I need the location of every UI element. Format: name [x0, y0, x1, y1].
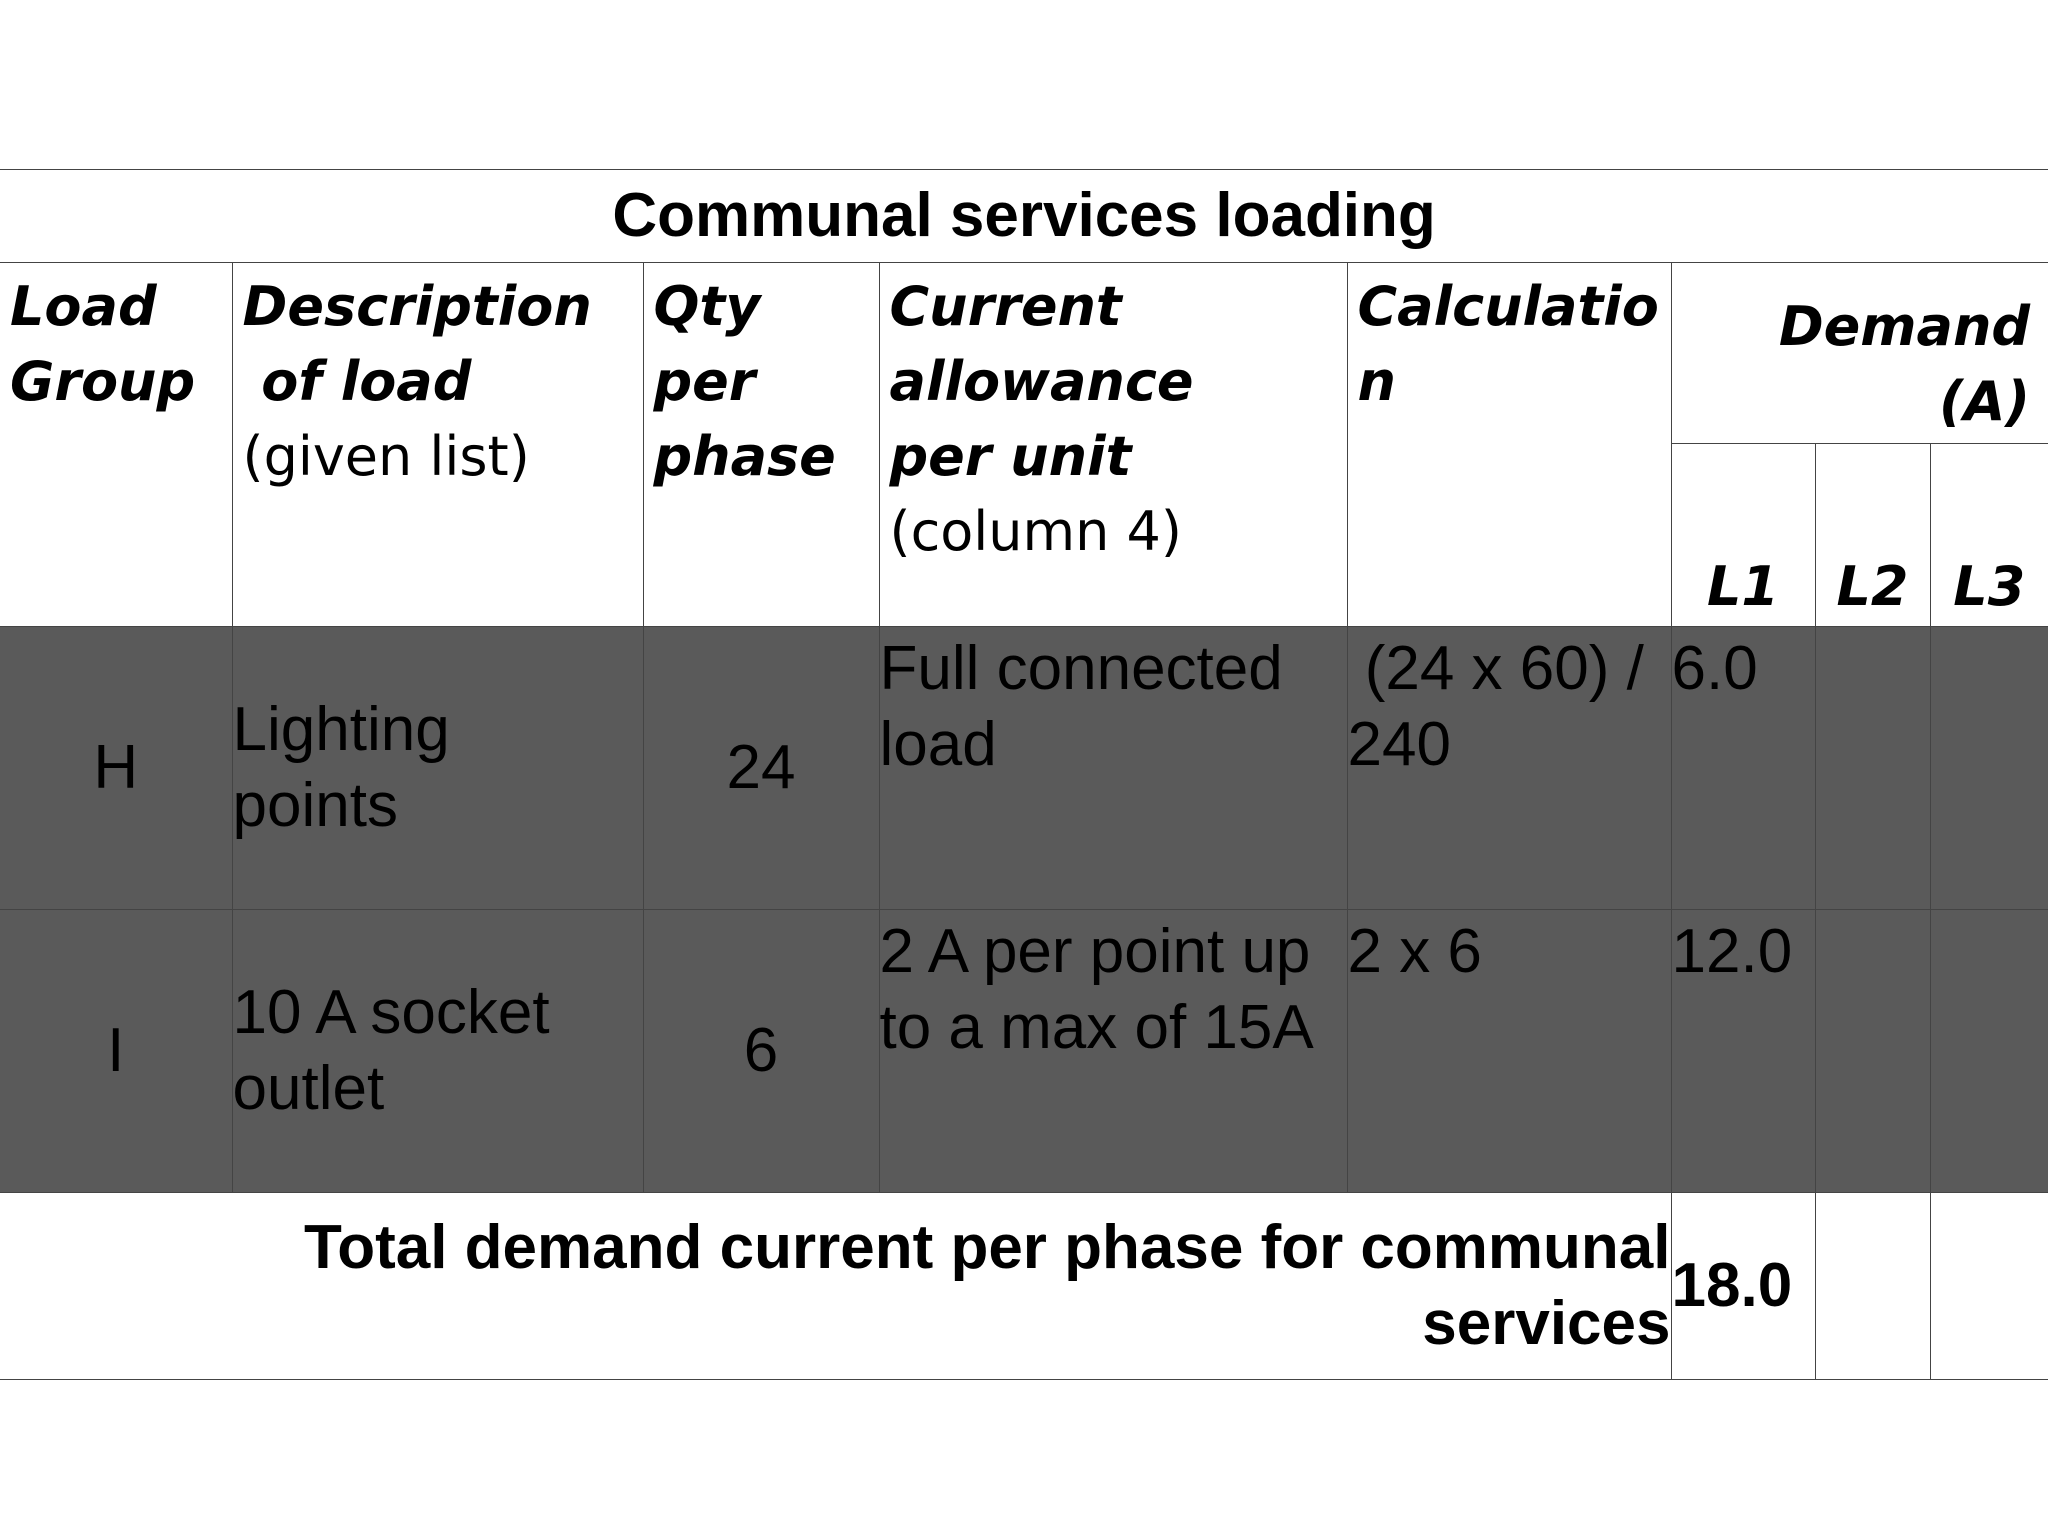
communal-services-table: [0, 169, 2048, 1380]
load-group-cell: H: [0, 627, 232, 910]
l2-cell: [1815, 627, 1930, 910]
total-l1-cell: 18.0: [1671, 1193, 1815, 1380]
description-cell: Lighting points: [232, 627, 643, 910]
description-cell: 10 A socket outlet: [232, 910, 643, 1193]
header-description: Description of load (given list): [232, 263, 643, 627]
qty-cell: 24: [643, 627, 879, 910]
header-phase-l2: L2: [1815, 444, 1930, 627]
header-load-group: Load Group: [0, 263, 232, 627]
title-row: [0, 170, 2048, 263]
header-calculation: Calculatio n: [1347, 263, 1671, 627]
l2-cell: [1815, 910, 1930, 1193]
table-row: [0, 627, 2048, 910]
header-current-allowance: Current allowance per unit (column 4): [879, 263, 1347, 627]
l3-cell: [1930, 627, 2048, 910]
table-row: [0, 910, 2048, 1193]
total-l2-cell: [1815, 1193, 1930, 1380]
total-label: Total demand current per phase for communal services: [0, 1193, 1671, 1380]
allowance-cell: Full connected load: [879, 627, 1347, 910]
header-row: [0, 263, 2048, 444]
header-phase-l3: L3: [1930, 444, 2048, 627]
l1-cell: 6.0: [1671, 627, 1815, 910]
total-row: [0, 1193, 2048, 1380]
header-description-note: (given list): [242, 425, 530, 488]
qty-cell: 6: [643, 910, 879, 1193]
calculation-cell: 2 x 6: [1347, 910, 1671, 1193]
table-title: Communal services loading: [0, 170, 2048, 263]
header-current-note: (column 4): [889, 500, 1182, 563]
calculation-cell: (24 x 60) / 240: [1347, 627, 1671, 910]
l3-cell: [1930, 910, 2048, 1193]
header-demand: Demand (A): [1671, 263, 2048, 444]
header-qty: Qty per phase: [643, 263, 879, 627]
allowance-cell: 2 A per point up to a max of 15A: [879, 910, 1347, 1193]
l1-cell: 12.0: [1671, 910, 1815, 1193]
load-group-cell: I: [0, 910, 232, 1193]
total-l3-cell: [1930, 1193, 2048, 1380]
header-phase-l1: L1: [1671, 444, 1815, 627]
